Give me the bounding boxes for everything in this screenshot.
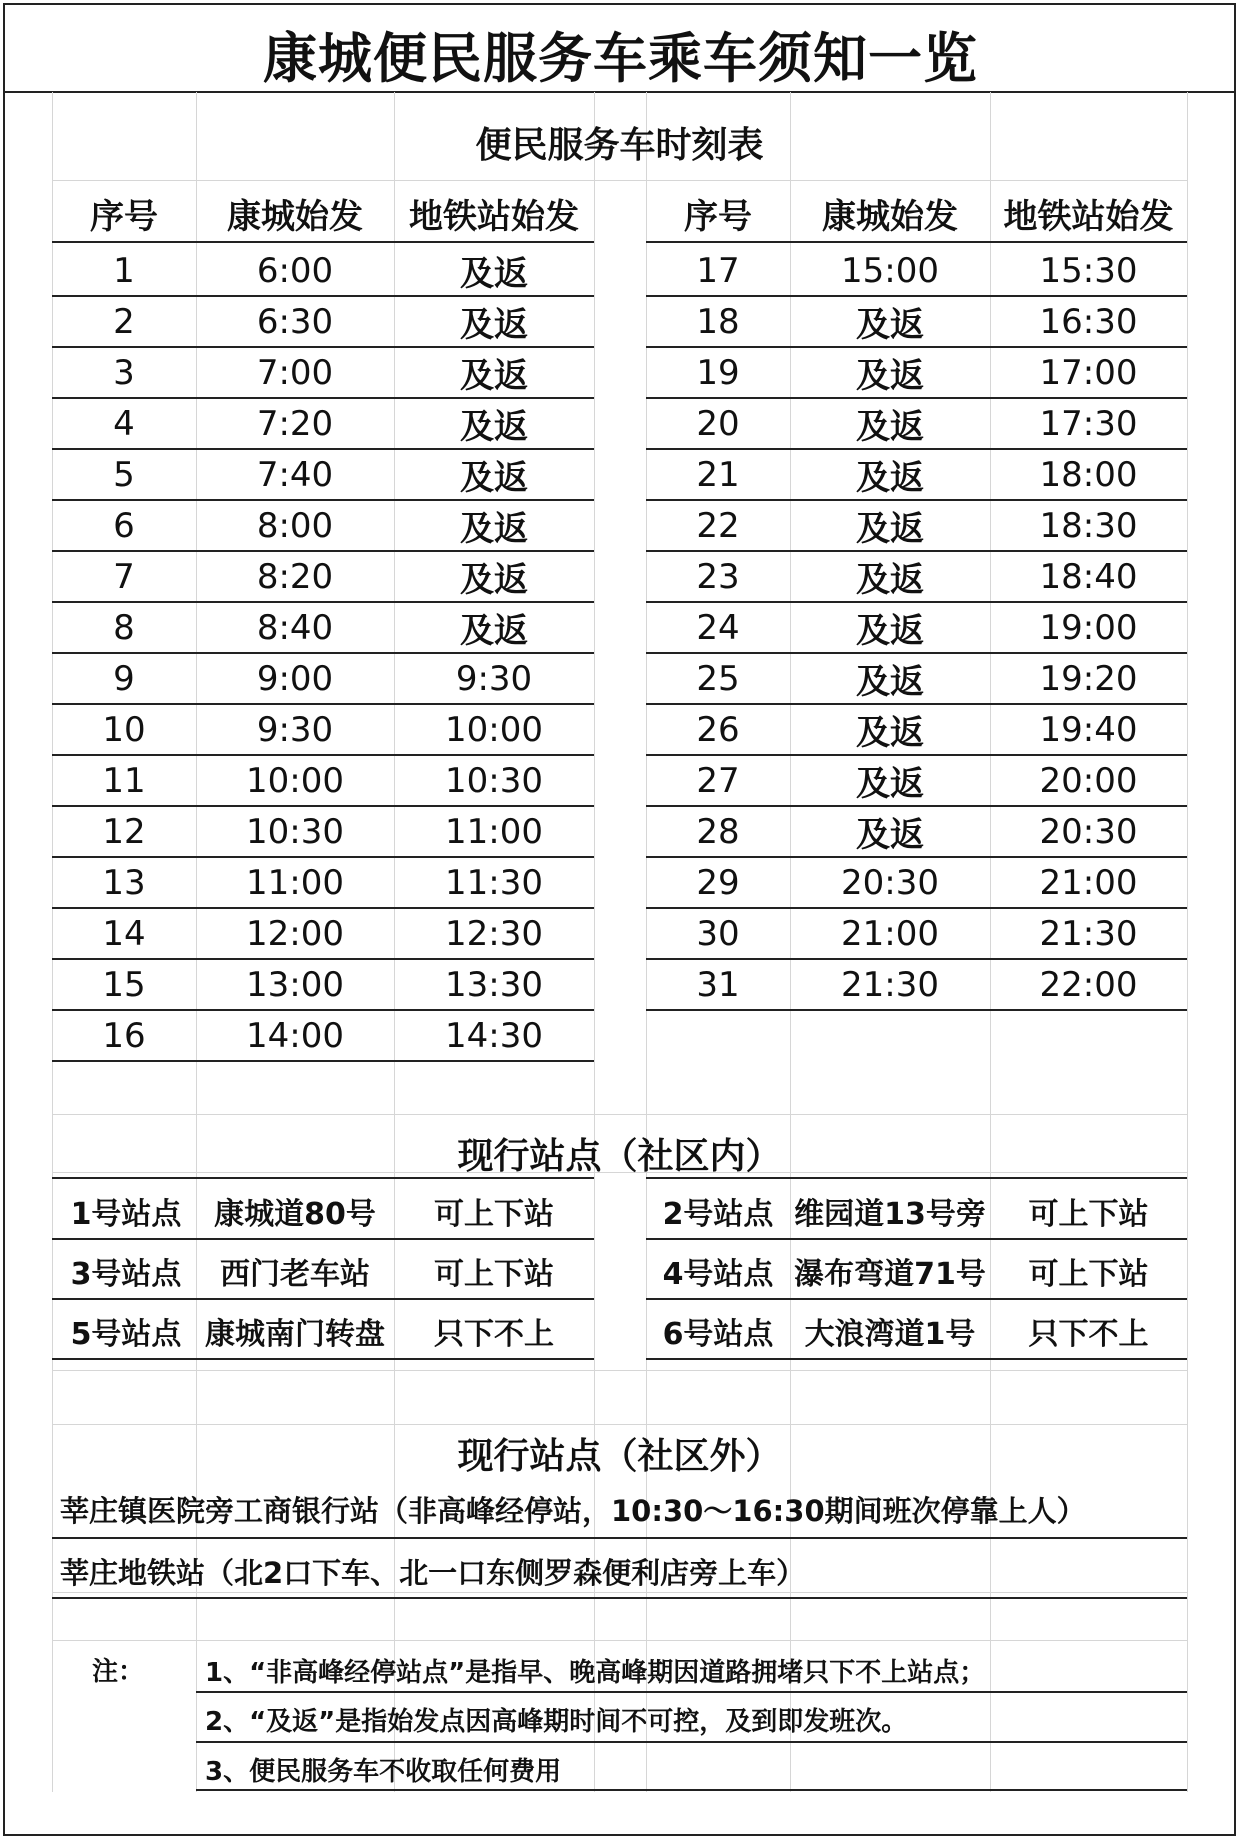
departure-time: 17:00 [1039, 352, 1138, 393]
departure-time: 7:00 [256, 352, 334, 393]
departure-time: 及返 [856, 764, 924, 804]
departure-time: 8:00 [256, 505, 334, 546]
grid-line [52, 1114, 1187, 1115]
trip-number: 4 [113, 403, 135, 444]
departure-time: 20:30 [841, 862, 939, 903]
departure-time: 21:30 [841, 964, 939, 1005]
row-line [646, 1298, 1187, 1300]
departure-time: 19:20 [1039, 658, 1138, 699]
departure-time: 17:30 [1039, 403, 1138, 444]
trip-number: 18 [696, 301, 740, 342]
departure-time: 及返 [856, 509, 924, 549]
stop-rule: 可上下站 [434, 1197, 554, 1232]
schedule-title: 便民服务车时刻表 [475, 125, 764, 166]
grid-line [1187, 92, 1188, 1792]
departure-time: 14:30 [445, 1015, 543, 1056]
trip-number: 26 [696, 709, 740, 750]
trip-number: 15 [102, 964, 146, 1005]
column-header: 序号 [684, 196, 752, 237]
stop-number: 6号站点 [662, 1317, 774, 1352]
departure-time: 10:30 [246, 811, 344, 852]
trip-number: 11 [102, 760, 146, 801]
departure-time: 9:00 [256, 658, 334, 699]
stop-rule: 可上下站 [434, 1257, 554, 1292]
departure-time: 10:00 [246, 760, 344, 801]
departure-time: 21:00 [841, 913, 939, 954]
trip-number: 28 [696, 811, 740, 852]
departure-time: 20:30 [1039, 811, 1138, 852]
departure-time: 15:30 [1039, 250, 1138, 291]
departure-time: 22:00 [1039, 964, 1138, 1005]
trip-number: 29 [696, 862, 740, 903]
trip-number: 10 [102, 709, 146, 750]
trip-number: 2 [113, 301, 135, 342]
stops-inside-title: 现行站点（社区内） [457, 1136, 782, 1177]
row-line [52, 1537, 1187, 1539]
departure-time: 及返 [856, 407, 924, 447]
departure-time: 及返 [460, 458, 528, 498]
stop-number: 5号站点 [70, 1317, 182, 1352]
trip-number: 24 [696, 607, 740, 648]
departure-time: 16:30 [1039, 301, 1138, 342]
departure-time: 及返 [856, 815, 924, 855]
departure-time: 8:40 [256, 607, 334, 648]
trip-number: 20 [696, 403, 740, 444]
trip-number: 7 [113, 556, 135, 597]
grid-line [52, 1370, 1187, 1371]
row-line [196, 1789, 1187, 1791]
stop-number: 2号站点 [662, 1197, 774, 1232]
departure-time: 及返 [856, 458, 924, 498]
trip-number: 17 [696, 250, 740, 291]
stop-location: 康城道80号 [214, 1197, 376, 1232]
departure-time: 12:30 [445, 913, 543, 954]
departure-time: 8:20 [256, 556, 334, 597]
departure-time: 15:00 [841, 250, 939, 291]
departure-time: 7:40 [256, 454, 334, 495]
grid-line [52, 1424, 1187, 1425]
trip-number: 31 [696, 964, 740, 1005]
note-item: 1、“非高峰经停站点”是指早、晚高峰期因道路拥堵只下不上站点； [205, 1658, 986, 1688]
row-line [52, 1177, 594, 1179]
stop-location: 西门老车站 [220, 1257, 370, 1292]
trip-number: 6 [113, 505, 135, 546]
stop-rule: 只下不上 [434, 1317, 554, 1352]
departure-time: 20:00 [1039, 760, 1138, 801]
trip-number: 27 [696, 760, 740, 801]
stop-location: 维园道13号旁 [794, 1197, 986, 1232]
outside-stop-item: 莘庄镇医院旁工商银行站（非高峰经停站，10:30～16:30期间班次停靠上人） [60, 1494, 1086, 1528]
trip-number: 16 [102, 1015, 146, 1056]
trip-number: 9 [113, 658, 135, 699]
row-line [646, 1177, 1187, 1179]
trip-number: 25 [696, 658, 740, 699]
row-line [52, 1060, 594, 1062]
note-item: 2、“及返”是指始发点因高峰期时间不可控，及到即发班次。 [205, 1707, 908, 1737]
departure-time: 及返 [856, 356, 924, 396]
departure-time: 及返 [856, 611, 924, 651]
departure-time: 6:00 [256, 250, 334, 291]
trip-number: 30 [696, 913, 740, 954]
stop-number: 4号站点 [662, 1257, 774, 1292]
stop-location: 瀑布弯道71号 [794, 1257, 986, 1292]
row-line [646, 1009, 1187, 1011]
departure-time: 10:30 [445, 760, 543, 801]
departure-time: 及返 [856, 662, 924, 702]
row-line [196, 1741, 1187, 1743]
row-line [196, 1691, 1187, 1693]
trip-number: 14 [102, 913, 146, 954]
trip-number: 21 [696, 454, 740, 495]
trip-number: 13 [102, 862, 146, 903]
trip-number: 12 [102, 811, 146, 852]
trip-number: 23 [696, 556, 740, 597]
departure-time: 9:30 [256, 709, 334, 750]
departure-time: 18:40 [1039, 556, 1138, 597]
column-header: 地铁站始发 [409, 196, 579, 237]
row-line [52, 1358, 594, 1360]
departure-time: 及返 [856, 305, 924, 345]
stop-location: 大浪湾道1号 [804, 1317, 976, 1352]
grid-line [52, 1640, 1187, 1641]
grid-line [52, 180, 1187, 181]
departure-time: 及返 [460, 509, 528, 549]
grid-line [52, 1592, 1187, 1593]
departure-time: 7:20 [256, 403, 334, 444]
note-item: 3、便民服务车不收取任何费用 [205, 1757, 562, 1787]
stops-outside-title: 现行站点（社区外） [457, 1436, 782, 1477]
document-title: 康城便民服务车乘车须知一览 [263, 27, 978, 90]
departure-time: 13:00 [246, 964, 344, 1005]
stop-location: 康城南门转盘 [205, 1317, 385, 1352]
trip-number: 1 [113, 250, 135, 291]
departure-time: 18:00 [1039, 454, 1138, 495]
trip-number: 5 [113, 454, 135, 495]
row-line [52, 1597, 1187, 1599]
column-header: 康城始发 [227, 196, 363, 237]
trip-number: 19 [696, 352, 740, 393]
departure-time: 及返 [856, 560, 924, 600]
row-line [52, 241, 594, 243]
row-line [646, 1238, 1187, 1240]
departure-time: 及返 [460, 356, 528, 396]
trip-number: 22 [696, 505, 740, 546]
departure-time: 及返 [460, 305, 528, 345]
departure-time: 9:30 [455, 658, 533, 699]
departure-time: 及返 [856, 713, 924, 753]
departure-time: 11:30 [445, 862, 543, 903]
departure-time: 及返 [460, 407, 528, 447]
departure-time: 10:00 [445, 709, 543, 750]
column-header: 序号 [90, 196, 158, 237]
departure-time: 及返 [460, 611, 528, 651]
row-line [52, 1238, 594, 1240]
column-header: 地铁站始发 [1003, 196, 1174, 237]
departure-time: 21:30 [1039, 913, 1138, 954]
departure-time: 14:00 [246, 1015, 344, 1056]
departure-time: 18:30 [1039, 505, 1138, 546]
stop-number: 1号站点 [70, 1197, 182, 1232]
departure-time: 及返 [460, 254, 528, 294]
outside-stop-item: 莘庄地铁站（北2口下车、北一口东侧罗森便利店旁上车） [60, 1556, 806, 1590]
row-line [52, 1298, 594, 1300]
row-line [646, 241, 1187, 243]
column-header: 康城始发 [822, 196, 958, 237]
departure-time: 21:00 [1039, 862, 1138, 903]
stop-rule: 只下不上 [1028, 1317, 1149, 1352]
stop-rule: 可上下站 [1028, 1197, 1149, 1232]
departure-time: 19:00 [1039, 607, 1138, 648]
departure-time: 11:00 [246, 862, 344, 903]
trip-number: 3 [113, 352, 135, 393]
departure-time: 及返 [460, 560, 528, 600]
departure-time: 19:40 [1039, 709, 1138, 750]
departure-time: 13:30 [445, 964, 543, 1005]
notes-label: 注： [92, 1657, 145, 1687]
stop-rule: 可上下站 [1028, 1257, 1149, 1292]
departure-time: 6:30 [256, 301, 334, 342]
stop-number: 3号站点 [70, 1257, 182, 1292]
departure-time: 11:00 [445, 811, 543, 852]
departure-time: 12:00 [246, 913, 344, 954]
row-line [646, 1358, 1187, 1360]
trip-number: 8 [113, 607, 135, 648]
